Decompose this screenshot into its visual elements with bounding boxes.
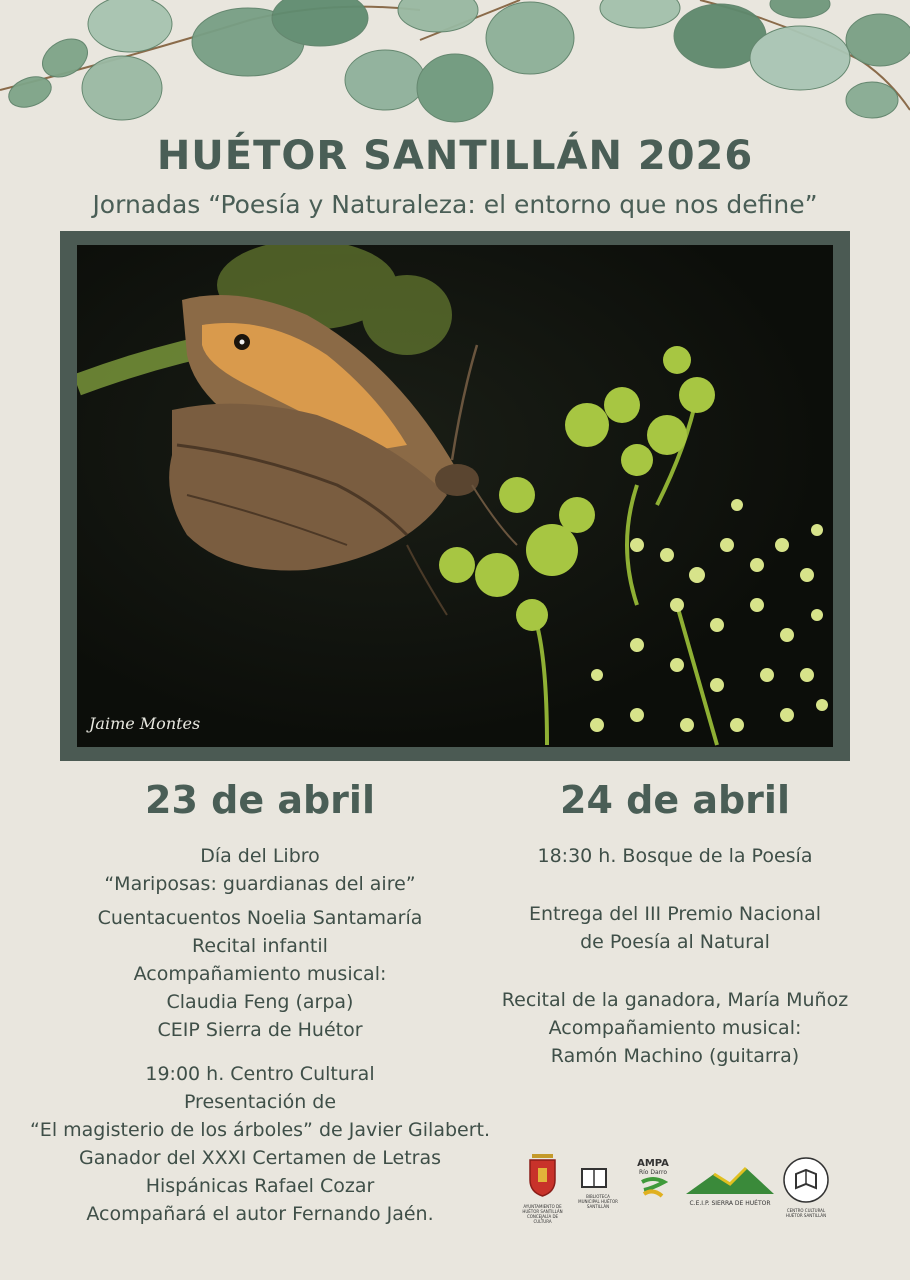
biblioteca-logo: [578, 1166, 618, 1209]
day-2-line: Entrega del III Premio Nacional: [528, 903, 822, 925]
event-title: HUÉTOR SANTILLÁN 2026: [156, 133, 754, 179]
photo-frame: [60, 231, 850, 761]
book-icon: [578, 1166, 610, 1190]
day-1-line: CEIP Sierra de Huétor: [157, 1019, 363, 1041]
biblioteca-text: BIBLIOTECA MUNICIPAL HUÉTOR SANTILLÁN: [578, 1194, 618, 1209]
day-1-line: Presentación de: [183, 1091, 337, 1113]
day-2-line: de Poesía al Natural: [580, 931, 770, 953]
eucalyptus-leaves-decoration: [0, 0, 910, 140]
day-1-line: Día del Libro: [200, 845, 320, 867]
day-1-line: Hispánicas Rafael Cozar: [145, 1175, 375, 1197]
day-1-line: Recital infantil: [192, 935, 328, 957]
day-2-line: Ramón Machino (guitarra): [550, 1045, 800, 1067]
ceip-text: C.E.I.P. SIERRA DE HUÉTOR: [689, 1200, 771, 1207]
day-1-line: Acompañará el autor Fernando Jaén.: [86, 1203, 434, 1225]
day-2-line: Recital de la ganadora, María Muñoz: [501, 989, 849, 1011]
ampa-logo: [636, 1158, 670, 1206]
day-1-line: Acompañamiento musical:: [133, 963, 387, 985]
day-1-date: 23 de abril: [145, 778, 375, 822]
day-2-line: Acompañamiento musical:: [548, 1017, 802, 1039]
day-2-line: 18:30 h. Bosque de la Poesía: [537, 845, 813, 867]
mountain-icon: [684, 1166, 776, 1196]
ampa-subtitle: Río Darro: [638, 1169, 668, 1176]
sponsor-logos: [520, 1148, 840, 1223]
program-day-1: [20, 770, 500, 1228]
day-1-line: “Mariposas: guardianas del aire”: [104, 873, 416, 895]
day-1-line: “El magisterio de los árboles” de Javier Gilabert.: [29, 1119, 491, 1141]
day-1-line: Ganador del XXXI Certamen de Letras: [78, 1147, 442, 1169]
ayuntamiento-logo: [520, 1148, 565, 1224]
day-1-line: Claudia Feng (arpa): [166, 991, 354, 1013]
ceip-logo: [680, 1166, 780, 1207]
coat-of-arms-icon: [520, 1148, 565, 1200]
day-1-line: 19:00 h. Centro Cultural: [145, 1063, 375, 1085]
river-wave-icon: [638, 1176, 668, 1202]
butterfly-photo: [77, 245, 833, 747]
day-2-date: 24 de abril: [560, 778, 790, 822]
ampa-title: AMPA: [637, 1158, 669, 1169]
book-seal-icon: [782, 1156, 830, 1204]
day-1-line: Cuentacuentos Noelia Santamaría: [97, 907, 423, 929]
photo-credit: Jaime Montes: [89, 714, 201, 733]
centro-cultural-logo: [782, 1156, 830, 1218]
program-day-2: [455, 770, 895, 1070]
event-subtitle: Jornadas “Poesía y Naturaleza: el entorno que nos define”: [92, 190, 818, 219]
ayuntamiento-text: AYUNTAMIENTO DE HUÉTOR SANTILLÁN CONCEJALÍA DE CULTURA: [522, 1204, 563, 1224]
centro-cultural-text: CENTRO CULTURAL HUÉTOR SANTILLÁN: [785, 1208, 827, 1218]
butterfly-illustration: [77, 245, 833, 747]
